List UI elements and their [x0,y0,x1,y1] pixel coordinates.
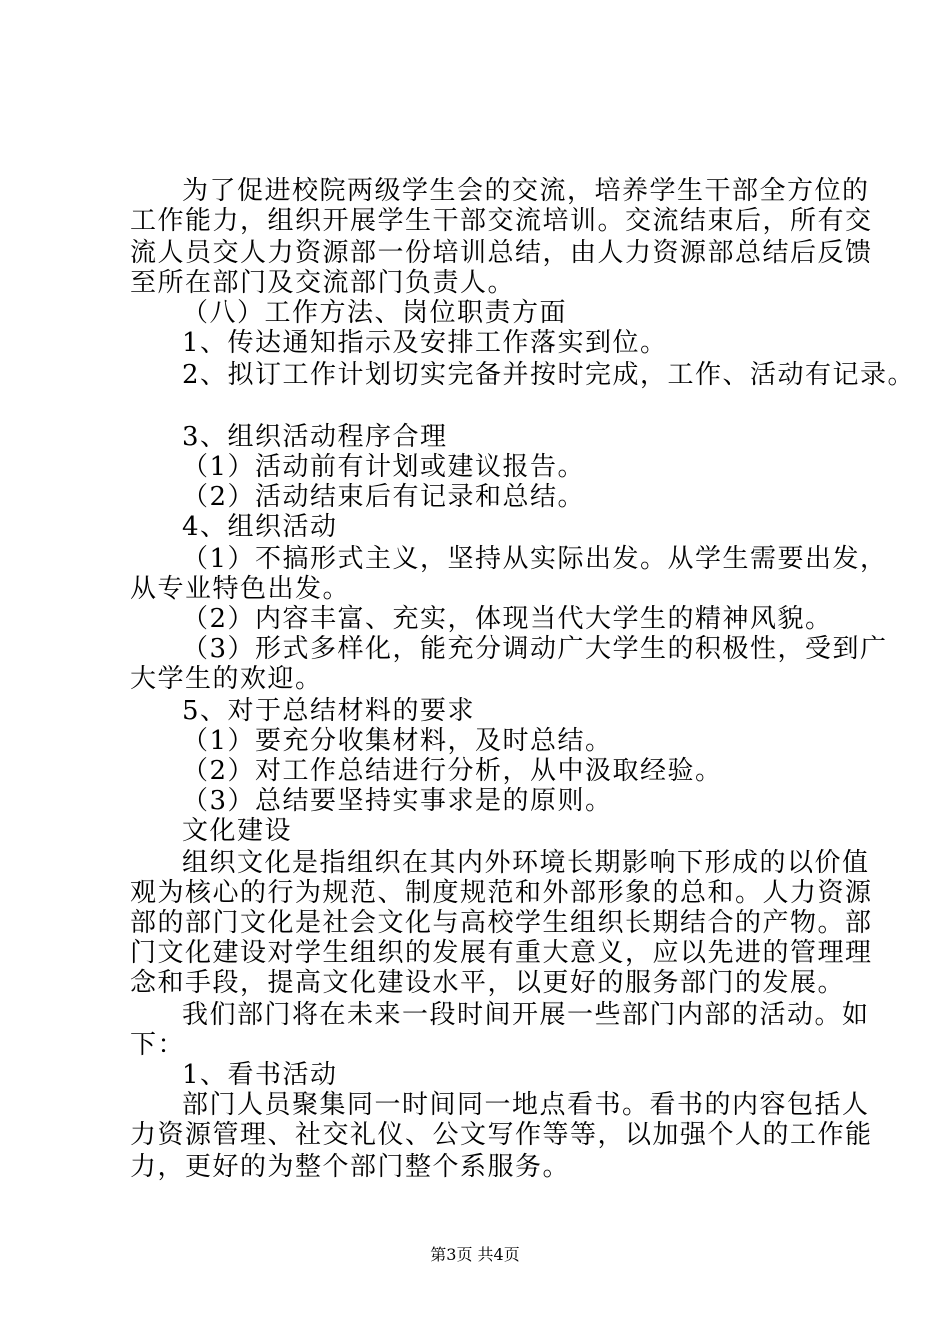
page-number-footer: 第3页 共4页 [430,1245,520,1264]
section-heading: 文化建设 [182,816,293,846]
body-line: 观为核心的行为规范、制度规范和外部形象的总和。人力资源 [130,878,873,908]
body-line: 念和手段，提高文化建设水平，以更好的服务部门的发展。 [130,968,846,998]
list-item: 3、组织活动程序合理 [182,422,448,452]
list-item: 1、看书活动 [182,1060,338,1090]
body-line: 从专业特色出发。 [130,574,351,604]
list-item: 5、对于总结材料的要求 [182,696,476,726]
sub-list-item: （3）总结要坚持实事求是的原则。 [182,786,613,816]
sub-list-item: （2）对工作总结进行分析，从中汲取经验。 [182,756,723,786]
body-line: 大学生的欢迎。 [130,664,323,694]
body-line: 我们部门将在未来一段时间开展一些部门内部的活动。如 [182,1000,870,1030]
body-line: 至所在部门及交流部门负责人。 [130,268,516,298]
body-line: 组织文化是指组织在其内外环境长期影响下形成的以价值 [182,848,870,878]
body-line: 部的部门文化是社会文化与高校学生组织长期结合的产物。部 [130,908,873,938]
body-line: 流人员交人力资源部一份培训总结，由人力资源部总结后反馈 [130,238,873,268]
body-line: 力，更好的为整个部门整个系服务。 [130,1152,571,1182]
body-line: 部门人员聚集同一时间同一地点看书。看书的内容包括人 [182,1090,870,1120]
body-line: 为了促进校院两级学生会的交流，培养学生干部全方位的 [182,176,870,206]
list-item: 4、组织活动 [182,512,338,542]
body-line: 工作能力，组织开展学生干部交流培训。交流结束后，所有交 [130,206,873,236]
sub-list-item: （1）要充分收集材料，及时总结。 [182,726,613,756]
sub-list-item: （3）形式多样化，能充分调动广大学生的积极性，受到广 [182,634,888,664]
body-line: 门文化建设对学生组织的发展有重大意义，应以先进的管理理 [130,938,873,968]
sub-list-item: （1）不搞形式主义，坚持从实际出发。从学生需要出发， [182,544,888,574]
body-line: 下： [130,1030,186,1060]
body-line: 力资源管理、社交礼仪、公文写作等等，以加强个人的工作能 [130,1120,873,1150]
list-item: 1、传达通知指示及安排工作落实到位。 [182,328,668,358]
sub-list-item: （2）内容丰富、充实，体现当代大学生的精神风貌。 [182,604,833,634]
sub-list-item: （2）活动结束后有记录和总结。 [182,482,586,512]
sub-list-item: （1）活动前有计划或建议报告。 [182,452,586,482]
section-heading: （八）工作方法、岗位职责方面 [182,298,568,328]
list-item: 2、拟订工作计划切实完备并按时完成，工作、活动有记录。 [182,360,916,390]
